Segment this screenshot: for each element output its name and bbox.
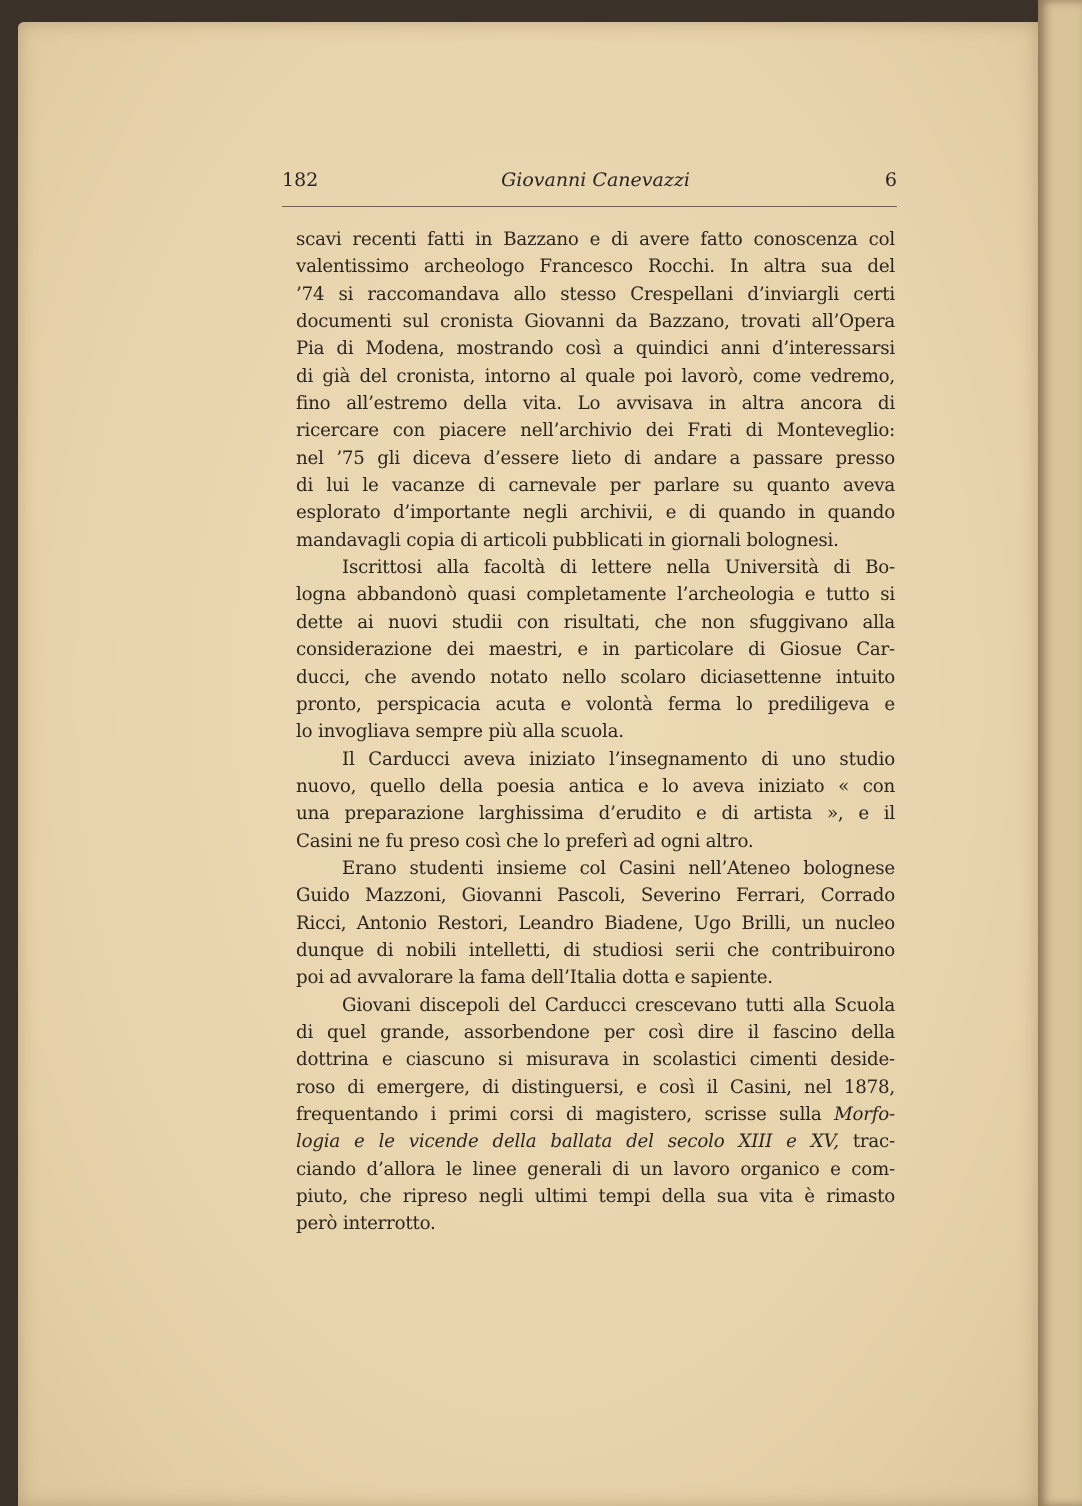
text-line: però interrotto. [296, 1213, 436, 1235]
text-line: Erano studenti insieme col Casini nell’Ateneo bolognese [342, 857, 895, 879]
text-line: nuovo, quello della poesia antica e lo aveva iniziato « con [296, 775, 895, 797]
text-line: una preparazione larghissima d’erudito e di artista », e il [296, 803, 895, 825]
text-line: Il Carducci aveva iniziato l’insegnamento di uno studio [342, 748, 895, 770]
text-line: pronto, perspicacia acuta e volontà ferma lo prediligeva e [296, 693, 895, 715]
text-line: valentissimo archeologo Francesco Rocchi. In altra sua del [296, 256, 895, 278]
text-line: poi ad avvalorare la fama dell’Italia dotta e sapiente. [296, 967, 773, 989]
text-line: dottrina e ciascuno si misurava in scolastici cimenti deside- [296, 1049, 895, 1071]
running-title: Giovanni Canevazzi [501, 169, 690, 191]
text-line: scavi recenti fatti in Bazzano e di avere fatto conoscenza col [296, 229, 895, 250]
body-text [296, 226, 895, 1238]
italic-title: Morfo- [834, 1104, 895, 1125]
text-line: mandavagli copia di articoli pubblicati in giornali bolognesi. [296, 529, 839, 551]
text-line [296, 1101, 895, 1128]
text-line: Giovani discepoli del Carducci crescevano tutti alla Scuola [342, 994, 895, 1016]
text-line: lo invogliava sempre più alla scuola. [296, 721, 624, 743]
running-header [282, 169, 897, 195]
text-line: documenti sul cronista Giovanni da Bazzano, trovati all’Opera [296, 311, 895, 333]
text-line: Ricci, Antonio Restori, Leandro Biadene, Ugo Brilli, un nucleo [296, 912, 895, 934]
text-line: Casini ne fu preso così che lo preferì ad ogni altro. [296, 830, 754, 852]
text-line: Iscrittosi alla facoltà di lettere nella Università di Bo- [342, 557, 895, 579]
text-line: piuto, che ripreso negli ultimi tempi della sua vita è rimasto [296, 1186, 895, 1208]
text-run: frequentando i primi corsi di magistero, scrisse sulla [296, 1104, 835, 1125]
text-line: roso di emergere, di distinguersi, e così il Casini, nel 1878, [296, 1076, 895, 1098]
text-line: dunque di nobili intelletti, di studiosi serii che contribuirono [296, 939, 895, 961]
text-line [296, 1128, 895, 1155]
text-line: Pia di Modena, mostrando così a quindici anni d’interessarsi [296, 338, 895, 360]
text-line: considerazione dei maestri, e in particolare di Giosue Car- [296, 639, 895, 661]
header-rule [282, 206, 897, 207]
text-line: Guido Mazzoni, Giovanni Pascoli, Severino Ferrari, Corrado [296, 885, 895, 907]
text-line: ricercare con piacere nell’archivio dei Frati di Monteveglio: [296, 420, 895, 442]
text-line: di già del cronista, intorno al quale poi lavorò, come vedremo, [296, 365, 895, 387]
text-line: dette ai nuovi studii con risultati, che non sfuggivano alla [296, 611, 895, 633]
text-run: trac- [838, 1131, 895, 1153]
text-line: fino all’estremo della vita. Lo avvisava in altra ancora di [296, 393, 895, 415]
text-line: logna abbandonò quasi completamente l’archeologia e tutto si [296, 584, 895, 606]
text-line: di lui le vacanze di carnevale per parlare su quanto aveva [296, 475, 895, 497]
signature-mark: 6 [884, 169, 897, 191]
text-line: nel ’75 gli diceva d’essere lieto di andare a passare presso [296, 447, 895, 469]
italic-title: logia e le vicende della ballata del secolo XIII e XV, [296, 1131, 839, 1153]
text-line: di quel grande, assorbendone per così dire il fascino della [296, 1021, 895, 1043]
text-line: esplorato d’importante negli archivii, e di quando in quando [296, 502, 895, 524]
text-line: ducci, che avendo notato nello scolaro diciasettenne intuito [296, 666, 895, 688]
text-line: ’74 si raccomandava allo stesso Crespellani d’inviargli certi [296, 283, 895, 305]
page-number: 182 [282, 169, 319, 191]
next-page-edge [1038, 0, 1082, 1506]
text-line: ciando d’allora le linee generali di un lavoro organico e com- [296, 1158, 895, 1180]
